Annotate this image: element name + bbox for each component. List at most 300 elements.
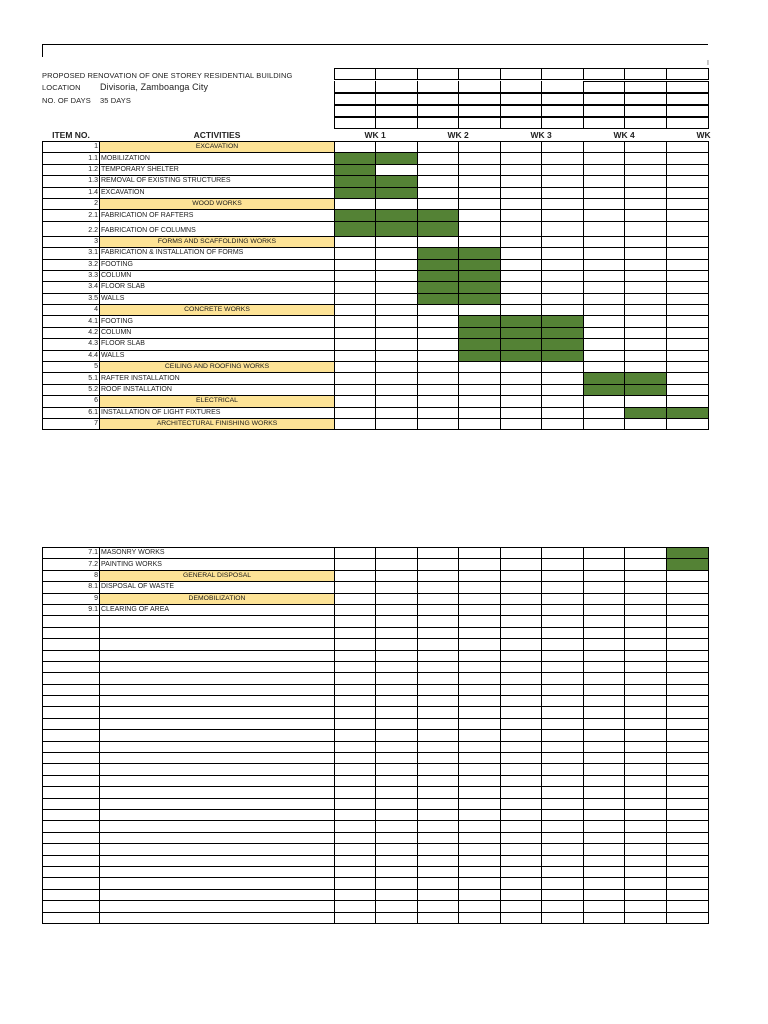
schedule-cell [376,855,418,866]
activity-row [43,764,709,775]
item-number: 5.1 [43,373,100,384]
schedule-cell [667,153,709,164]
schedule-cell [584,604,625,615]
schedule-cell [376,305,418,316]
schedule-cell [542,707,584,718]
schedule-cell [625,305,667,316]
item-number: 2.1 [43,210,100,221]
schedule-cell [501,696,542,707]
schedule-cell [418,164,459,175]
gantt-bar-cell [335,164,376,175]
gantt-bar-cell [625,384,667,395]
schedule-cell [501,559,542,570]
schedule-cell [459,373,501,384]
category-row [43,198,709,209]
schedule-cell [584,282,625,293]
activity-label: PAINTING WORKS [100,559,335,570]
schedule-cell [335,316,376,327]
days-label: NO. OF DAYS [42,96,91,105]
header-grid-cell [375,81,418,93]
schedule-cell [667,650,709,661]
activities-header: ACTIVITIES [100,129,335,142]
schedule-cell [625,696,667,707]
schedule-cell [418,350,459,361]
schedule-cell [542,616,584,627]
header-grid-cell [583,81,625,93]
schedule-cell [418,187,459,198]
schedule-cell [459,855,501,866]
item-number: 7 [43,418,100,429]
schedule-cell [667,673,709,684]
item-number: 6.1 [43,407,100,418]
schedule-cell [459,153,501,164]
schedule-cell [376,396,418,407]
schedule-cell [501,418,542,429]
item-number: 3 [43,236,100,247]
schedule-cell [667,901,709,912]
schedule-cell [376,912,418,923]
schedule-cell [625,582,667,593]
schedule-cell [501,384,542,395]
gantt-bar-cell [625,407,667,418]
schedule-cell [584,407,625,418]
item-number: 3.5 [43,293,100,304]
schedule-cell [667,604,709,615]
item-number: 1.2 [43,164,100,175]
schedule-cell [625,730,667,741]
activity-label [100,639,335,650]
schedule-cell [501,570,542,581]
schedule-cell [418,798,459,809]
schedule-cell [667,764,709,775]
item-number: 5.2 [43,384,100,395]
category-label: ARCHITECTURAL FINISHING WORKS [100,418,335,429]
schedule-cell [542,282,584,293]
schedule-cell [542,593,584,604]
schedule-cell [501,809,542,820]
schedule-cell [459,418,501,429]
schedule-cell [459,730,501,741]
activity-row [43,855,709,866]
item-number [43,787,100,798]
activity-row [43,153,709,164]
schedule-cell [376,639,418,650]
item-number: 8.1 [43,582,100,593]
schedule-cell [376,293,418,304]
header-grid-cell [375,105,418,117]
activity-label [100,718,335,729]
activity-row [43,582,709,593]
item-number [43,718,100,729]
item-number [43,696,100,707]
schedule-cell [667,248,709,259]
activity-row [43,639,709,650]
schedule-table-page-2 [42,547,709,924]
schedule-cell [584,878,625,889]
item-number [43,889,100,900]
schedule-cell [335,753,376,764]
schedule-cell [584,270,625,281]
schedule-cell [376,798,418,809]
schedule-cell [459,305,501,316]
category-row [43,593,709,604]
schedule-cell [459,809,501,820]
schedule-cell [542,764,584,775]
schedule-cell [584,707,625,718]
schedule-cell [625,775,667,786]
header-grid-cell [666,81,709,93]
schedule-cell [501,221,542,236]
gantt-bar-cell [335,153,376,164]
schedule-cell [418,316,459,327]
category-label: ELECTRICAL [100,396,335,407]
schedule-cell [501,270,542,281]
schedule-cell [667,889,709,900]
activity-row [43,259,709,270]
schedule-cell [376,418,418,429]
schedule-cell [542,901,584,912]
schedule-cell [376,142,418,153]
schedule-cell [625,866,667,877]
week-2-header: WK 2 [418,129,501,142]
header-grid-cell [541,81,584,93]
activity-row [43,844,709,855]
activity-row [43,176,709,187]
schedule-cell [459,901,501,912]
schedule-cell [459,639,501,650]
schedule-cell [667,373,709,384]
activity-row [43,407,709,418]
activity-label [100,809,335,820]
schedule-cell [459,832,501,843]
schedule-cell [501,407,542,418]
schedule-cell [501,198,542,209]
schedule-cell [667,775,709,786]
header-grid-cell [500,68,542,80]
schedule-cell [335,604,376,615]
activity-label [100,616,335,627]
gantt-bar-cell [584,373,625,384]
schedule-cell [501,855,542,866]
schedule-cell [459,221,501,236]
gantt-bar-cell [376,176,418,187]
schedule-cell [376,650,418,661]
item-number [43,684,100,695]
schedule-cell [542,775,584,786]
schedule-cell [667,718,709,729]
schedule-cell [335,407,376,418]
item-number [43,639,100,650]
item-number [43,832,100,843]
schedule-cell [418,878,459,889]
activity-label [100,707,335,718]
schedule-cell [584,809,625,820]
activity-label: COLUMN [100,327,335,338]
schedule-cell [335,593,376,604]
schedule-cell [667,832,709,843]
schedule-cell [667,593,709,604]
gantt-bar-cell [418,248,459,259]
schedule-cell [501,718,542,729]
schedule-cell [376,764,418,775]
schedule-cell [459,696,501,707]
activity-row [43,316,709,327]
schedule-cell [542,570,584,581]
header-grid-cell [458,105,501,117]
schedule-cell [667,878,709,889]
schedule-cell [335,362,376,373]
schedule-cell [542,878,584,889]
schedule-cell [542,844,584,855]
schedule-cell [418,142,459,153]
schedule-cell [335,707,376,718]
schedule-cell [584,570,625,581]
schedule-cell [584,798,625,809]
schedule-cell [584,259,625,270]
schedule-cell [542,259,584,270]
schedule-cell [542,696,584,707]
schedule-cell [584,316,625,327]
schedule-cell [667,164,709,175]
schedule-cell [584,787,625,798]
schedule-cell [667,730,709,741]
schedule-cell [376,844,418,855]
activity-row [43,187,709,198]
schedule-cell [335,809,376,820]
header-grid-cell [583,105,625,117]
activity-row [43,866,709,877]
activity-row [43,270,709,281]
item-number: 6 [43,396,100,407]
schedule-cell [459,753,501,764]
schedule-cell [418,809,459,820]
schedule-cell [376,339,418,350]
schedule-cell [418,339,459,350]
schedule-cell [542,604,584,615]
schedule-cell [376,753,418,764]
category-row [43,570,709,581]
gantt-bar-cell [459,327,501,338]
header-grid-cell [666,68,709,80]
activity-row [43,548,709,559]
schedule-cell [542,559,584,570]
schedule-cell [501,248,542,259]
activity-row [43,661,709,672]
schedule-cell [584,866,625,877]
schedule-cell [501,741,542,752]
schedule-cell [625,616,667,627]
schedule-cell [542,305,584,316]
schedule-cell [418,396,459,407]
activity-label [100,684,335,695]
activity-row [43,221,709,236]
item-number: 1 [43,142,100,153]
gantt-bar-cell [459,316,501,327]
schedule-cell [625,221,667,236]
item-number [43,809,100,820]
item-number: 4.3 [43,339,100,350]
activity-row [43,730,709,741]
header-grid-cell [458,117,501,129]
item-number: 4.4 [43,350,100,361]
header-grid-cell [334,81,376,93]
schedule-cell [542,187,584,198]
header-grid-cell [666,93,709,105]
schedule-cell [501,593,542,604]
gantt-bar-cell [459,248,501,259]
gantt-bar-cell [335,210,376,221]
category-label: DEMOBILIZATION [100,593,335,604]
schedule-cell [667,305,709,316]
header-grid-cell [666,117,709,129]
activity-label [100,844,335,855]
schedule-cell [667,866,709,877]
week-5-header: WK [667,129,709,142]
schedule-cell [667,221,709,236]
schedule-cell [335,775,376,786]
schedule-cell [501,650,542,661]
schedule-cell [335,627,376,638]
activity-label [100,866,335,877]
category-row [43,142,709,153]
activity-label [100,855,335,866]
gantt-bar-cell [501,339,542,350]
activity-label: FLOOR SLAB [100,282,335,293]
schedule-cell [584,593,625,604]
schedule-cell [501,684,542,695]
item-number: 1.1 [43,153,100,164]
header-grid-cell [666,105,709,117]
schedule-cell [376,407,418,418]
schedule-cell [625,418,667,429]
schedule-cell [459,741,501,752]
schedule-cell [584,142,625,153]
schedule-cell [335,844,376,855]
schedule-cell [667,418,709,429]
schedule-cell [335,821,376,832]
schedule-cell [667,661,709,672]
activity-row [43,248,709,259]
schedule-cell [459,878,501,889]
project-title: PROPOSED RENOVATION OF ONE STOREY RESIDENTIAL BUILDING [42,71,293,80]
schedule-cell [335,696,376,707]
schedule-cell [335,548,376,559]
schedule-cell [418,775,459,786]
schedule-cell [584,396,625,407]
schedule-cell [625,396,667,407]
schedule-cell [459,384,501,395]
schedule-cell [459,673,501,684]
activity-row [43,878,709,889]
schedule-cell [335,248,376,259]
schedule-cell [625,901,667,912]
header-grid-cell [583,117,625,129]
schedule-cell [667,844,709,855]
schedule-cell [418,418,459,429]
schedule-cell [625,187,667,198]
schedule-cell [459,593,501,604]
schedule-cell [584,418,625,429]
category-label: EXCAVATION [100,142,335,153]
schedule-cell [584,832,625,843]
schedule-cell [376,901,418,912]
header-grid-cell [583,68,625,80]
schedule-cell [542,407,584,418]
schedule-cell [459,604,501,615]
activity-label [100,650,335,661]
schedule-cell [501,912,542,923]
schedule-cell [542,153,584,164]
schedule-cell [625,164,667,175]
schedule-cell [501,176,542,187]
schedule-cell [418,741,459,752]
item-number: 4 [43,305,100,316]
schedule-cell [667,821,709,832]
schedule-cell [667,327,709,338]
activity-label [100,741,335,752]
gantt-bar-cell [542,339,584,350]
schedule-cell [418,305,459,316]
activity-label: COLUMN [100,270,335,281]
schedule-cell [584,236,625,247]
schedule-cell [542,293,584,304]
header-grid-cell [417,117,459,129]
schedule-cell [667,339,709,350]
schedule-cell [418,912,459,923]
schedule-cell [418,198,459,209]
schedule-cell [584,901,625,912]
schedule-cell [335,373,376,384]
schedule-cell [376,570,418,581]
schedule-cell [625,912,667,923]
schedule-cell [376,593,418,604]
activity-label: MASONRY WORKS [100,548,335,559]
schedule-cell [625,684,667,695]
activity-row [43,327,709,338]
item-number [43,764,100,775]
header-grid-cell [334,105,376,117]
activity-row [43,912,709,923]
schedule-cell [584,339,625,350]
activity-label: FABRICATION & INSTALLATION OF FORMS [100,248,335,259]
schedule-cell [625,604,667,615]
schedule-cell [667,855,709,866]
header-grid-cell [500,81,542,93]
schedule-cell [667,362,709,373]
category-row [43,236,709,247]
gantt-bar-cell [501,316,542,327]
schedule-cell [625,259,667,270]
schedule-cell [625,787,667,798]
gantt-bar-cell [501,327,542,338]
schedule-cell [625,198,667,209]
schedule-cell [335,582,376,593]
activity-row [43,650,709,661]
schedule-cell [625,339,667,350]
header-grid-cell [624,105,667,117]
schedule-cell [625,270,667,281]
schedule-cell [418,661,459,672]
gantt-bar-cell [418,259,459,270]
schedule-cell [667,570,709,581]
schedule-cell [542,221,584,236]
top-rule-tick [42,44,43,57]
activity-row [43,293,709,304]
activity-label [100,696,335,707]
location-label: LOCATION [42,83,81,92]
schedule-cell [501,832,542,843]
schedule-cell [335,684,376,695]
